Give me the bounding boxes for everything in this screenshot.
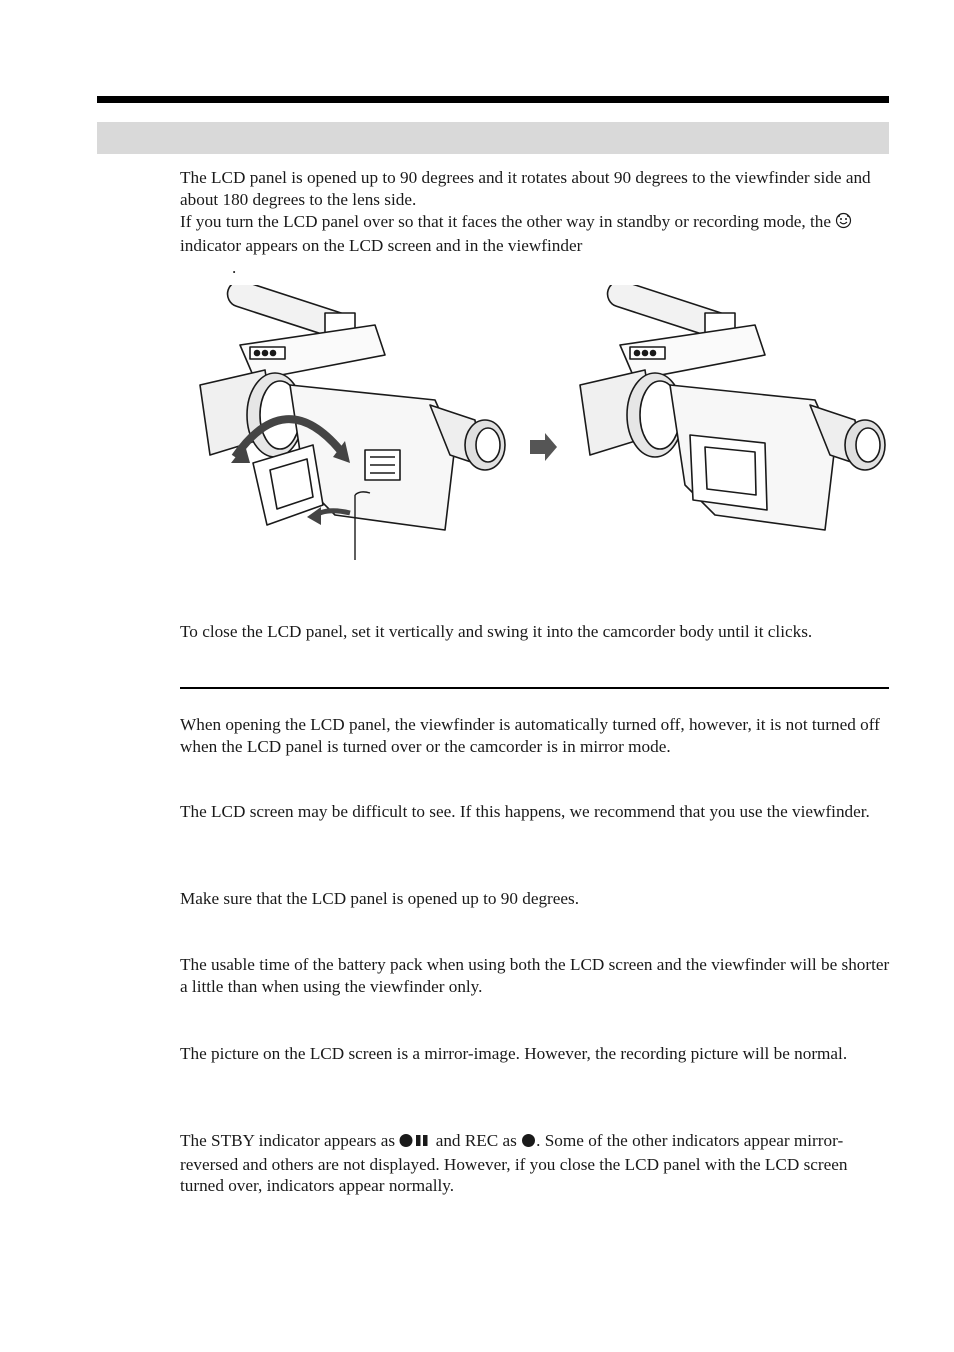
notes-divider bbox=[180, 687, 889, 689]
camcorder-right-illustration bbox=[580, 285, 885, 530]
right-arrow-icon bbox=[530, 433, 557, 461]
camcorder-illustration bbox=[195, 285, 895, 575]
record-pause-icon bbox=[399, 1132, 431, 1154]
section-heading-band bbox=[97, 122, 889, 154]
note-viewfinder-off: When opening the LCD panel, the viewfinder is automatically turned off, however, it is not turned off when the LCD panel is turned over or the camcorder is in mirror mode. bbox=[180, 715, 880, 756]
trailing-period: . bbox=[232, 258, 237, 277]
note-battery-time: The usable time of the battery pack when using both the LCD screen and the viewfinder will be shorter a little than when using the viewfinder only. bbox=[180, 955, 890, 996]
intro-paragraph-1: The LCD panel is opened up to 90 degrees and it rotates about 90 degrees to the viewfinder side and about 180 degrees to the lens side. bbox=[180, 168, 871, 209]
note-mirror-image: The picture on the LCD screen is a mirror-image. However, the recording picture will be normal. bbox=[180, 1044, 848, 1063]
note-difficult-to-see: The LCD screen may be difficult to see. If this happens, we recommend that you use the viewfinder. bbox=[180, 802, 870, 821]
smiley-face-icon bbox=[835, 212, 852, 235]
note-open-90-degrees: Make sure that the LCD panel is opened up to 90 degrees. bbox=[180, 889, 580, 908]
record-dot-icon bbox=[521, 1132, 536, 1154]
note-stby-indicator: The STBY indicator appears as and REC as . Some of the other indicators appear mirror-reversed and others are not displayed. However, if you close the LCD panel with the LCD screen turned over, indicators appear normally. bbox=[180, 1131, 848, 1195]
intro-paragraph-2: If you turn the LCD panel over so that it faces the other way in standby or recording mode, the indicator appears on the LCD screen and in the viewfinder bbox=[180, 211, 892, 256]
close-instruction: To close the LCD panel, set it vertically and swing it into the camcorder body until it clicks. bbox=[180, 622, 813, 641]
camcorder-left-illustration bbox=[200, 285, 505, 560]
top-rule bbox=[97, 96, 889, 103]
